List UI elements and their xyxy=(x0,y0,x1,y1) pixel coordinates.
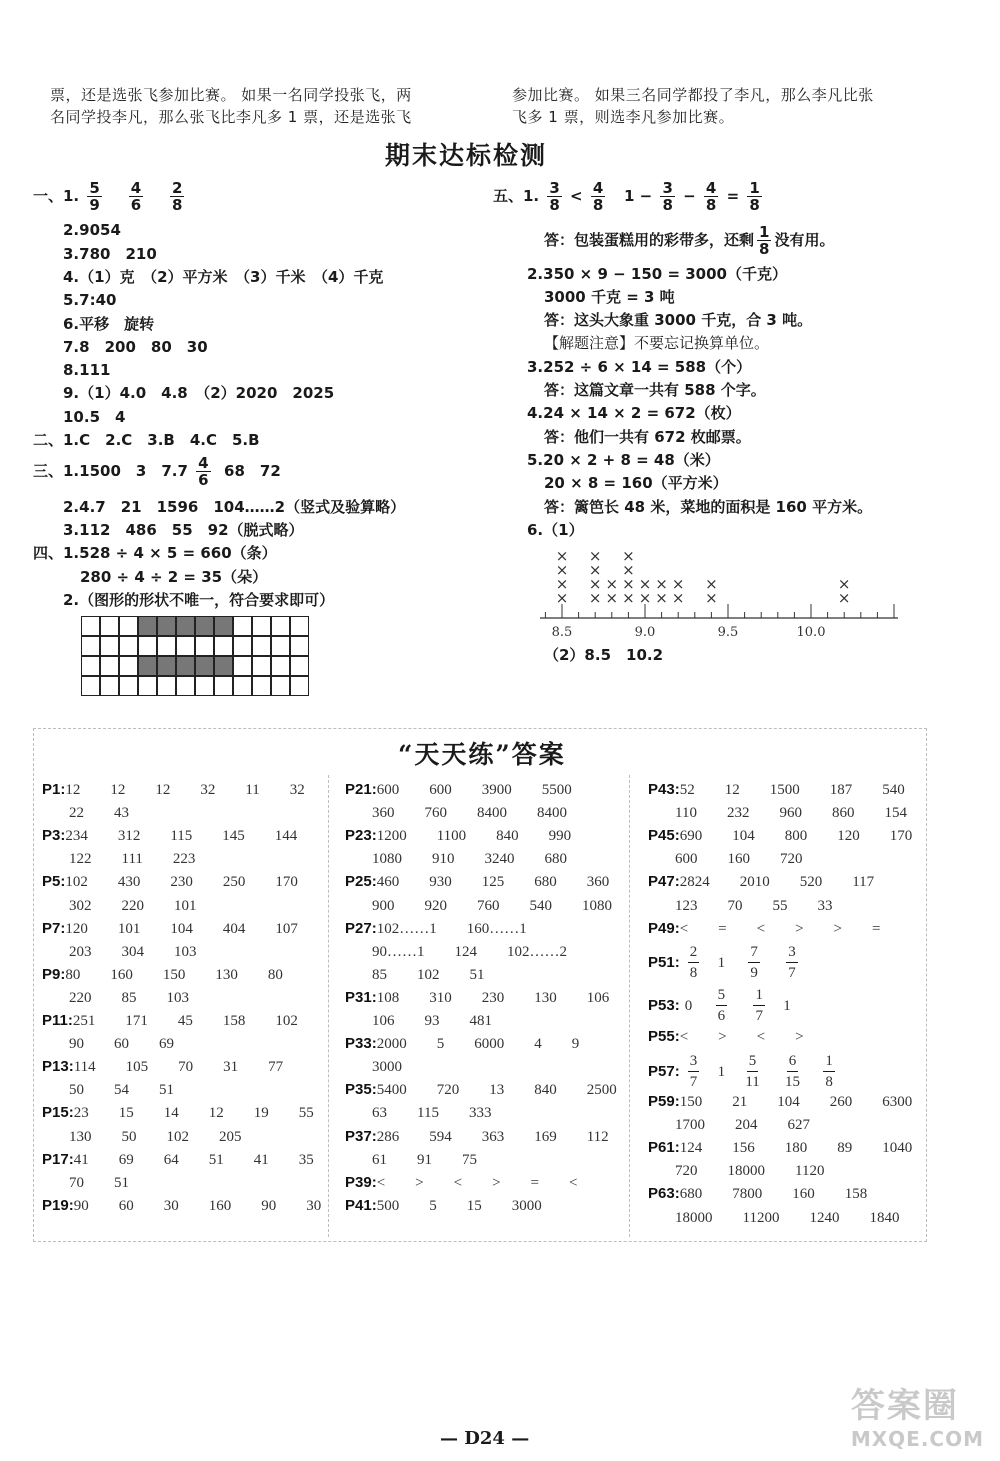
daily-row: P25:460 930 125 680 360 xyxy=(345,873,610,891)
grid-cell xyxy=(233,656,252,676)
grid-cell xyxy=(233,636,252,656)
page-label: P27 xyxy=(345,919,372,937)
answer-values: 220 85 103 xyxy=(69,989,190,1006)
daily-row xyxy=(345,1010,492,1031)
fraction: $\frac{3}{8}$ xyxy=(662,179,673,214)
answer-values: 50 54 51 xyxy=(69,1082,175,1099)
answer-values: 1200 1100 840 990 xyxy=(376,828,572,845)
axis-label: 10.0 xyxy=(796,625,826,640)
grid-cell xyxy=(81,616,100,636)
answer-s5-q4: 4.24 × 14 × 2 = 672（枚） xyxy=(527,404,741,422)
page-label: P35 xyxy=(345,1081,372,1099)
answer-s4-q1: 四、1.528 ÷ 4 × 5 = 660（条） xyxy=(33,544,277,562)
page-label: P47 xyxy=(648,873,675,891)
answer-values: 600 160 720 xyxy=(675,851,803,868)
daily-row xyxy=(42,1172,129,1193)
grid-cell xyxy=(290,676,309,696)
fraction: $\frac{3}{7}$ xyxy=(689,1053,698,1090)
top-left-line-2: 名同学投李凡，那么张飞比李凡多 1 票，还是选张飞 xyxy=(50,108,412,126)
page-label: P41 xyxy=(345,1196,372,1214)
daily-row-p57: P57: $\frac{3}{7}$ 1 $\frac{5}{11}$ $\frac{6}{15}$ $\frac{1}{8}$ xyxy=(648,1053,833,1090)
answer-values: 102……1 160……1 xyxy=(376,920,527,937)
page-label: P5 xyxy=(42,873,61,891)
axis-label: 8.5 xyxy=(551,625,573,640)
grid-cell xyxy=(214,616,233,636)
grid-cell xyxy=(195,676,214,696)
answer-values: 234 312 115 145 144 xyxy=(65,828,298,845)
fraction: $\frac{4}{8}$ xyxy=(592,179,604,214)
plot-mark: × xyxy=(671,589,685,607)
plot-mark: × xyxy=(837,575,851,593)
daily-row xyxy=(42,1079,174,1100)
daily-row: P13:114 105 70 31 77 xyxy=(42,1058,284,1076)
answer-s5-q6: 6.（1） xyxy=(527,521,584,539)
answer-values: 5400 720 13 840 2500 xyxy=(376,1082,617,1099)
answer-values: 203 304 103 xyxy=(69,943,197,960)
grid-cell xyxy=(271,636,290,656)
daily-row: P15:23 15 14 12 19 55 xyxy=(42,1104,314,1122)
daily-row xyxy=(648,1114,810,1135)
answer-values: 110 232 960 860 154 xyxy=(675,805,907,822)
grid-cell xyxy=(233,676,252,696)
grid-cell xyxy=(176,636,195,656)
top-right-line-2: 飞多 1 票，则选李凡参加比赛。 xyxy=(512,108,735,126)
daily-row: P35:5400 720 13 840 2500 xyxy=(345,1081,617,1099)
answer-values: 114 105 70 31 77 xyxy=(73,1059,284,1076)
grid-cell xyxy=(157,676,176,696)
answer-values: 500 5 15 3000 xyxy=(376,1197,542,1214)
answer-values: 1080 910 3240 680 xyxy=(372,851,568,868)
plot-mark: × xyxy=(622,589,635,607)
daily-row: P63:680 7800 160 158 xyxy=(648,1185,868,1203)
daily-row xyxy=(42,941,197,962)
answer-values: 108 310 230 130 106 xyxy=(376,989,610,1006)
top-right-line-1: 参加比赛。 如果三名同学都投了李凡，那么李凡比张 xyxy=(512,86,874,104)
fraction: $\frac{5}{11}$ xyxy=(745,1053,760,1090)
daily-row xyxy=(345,895,612,916)
grid-cell xyxy=(157,656,176,676)
daily-row: P39:< > < > = < xyxy=(345,1173,578,1191)
daily-row xyxy=(42,895,197,916)
line-plot xyxy=(540,540,910,645)
page-label: P33 xyxy=(345,1035,372,1053)
grid-cell xyxy=(100,616,119,636)
answer-values: 70 51 xyxy=(69,1174,130,1191)
page-label: P3 xyxy=(42,827,61,845)
shape-grid xyxy=(81,616,309,696)
answer-s5-a3: 答：这篇文章一共有 588 个字。 xyxy=(544,381,766,399)
daily-row-p51: P51: $\frac{2}{8}$ 1 $\frac{7}{9}$ $\frac{3}{7}$ xyxy=(648,944,796,981)
grid-cell xyxy=(119,676,138,696)
plot-mark: × xyxy=(605,589,619,607)
answer-values: 150 21 104 260 6300 xyxy=(679,1094,913,1110)
answer-s1-q1 xyxy=(33,180,187,213)
column-divider xyxy=(328,775,329,1237)
plot-mark: × xyxy=(671,575,685,593)
grid-cell xyxy=(214,656,233,676)
answer-values: 102 430 230 250 170 xyxy=(65,874,298,891)
answer-values: 2000 5 6000 4 9 xyxy=(376,1036,580,1053)
grid-cell xyxy=(138,616,157,636)
grid-cell xyxy=(290,636,309,656)
daily-row xyxy=(345,848,567,869)
plot-mark: × xyxy=(655,589,668,607)
answer-values: 2824 2010 520 117 xyxy=(679,874,875,891)
grid-cell xyxy=(252,656,271,676)
answer-s5-note: 【解题注意】不要忘记换算单位。 xyxy=(544,334,770,352)
daily-row-p55: P55:< > < > xyxy=(648,1028,804,1045)
answer-s4-q1b: 280 ÷ 4 ÷ 2 = 35（朵） xyxy=(80,568,268,586)
grid-cell xyxy=(81,636,100,656)
page-label: P39 xyxy=(345,1173,372,1191)
fraction: $\frac{3}{8}$ xyxy=(549,179,560,214)
page-label: P31 xyxy=(345,988,372,1006)
plot-mark: × xyxy=(655,575,668,593)
answer-s1-q5: 5.7:40 xyxy=(63,291,117,309)
fraction: $\frac{1}{8}$ xyxy=(825,1053,833,1090)
answer-values: 23 15 14 12 19 55 xyxy=(73,1105,314,1122)
answer-values: 90……1 124 102……2 xyxy=(372,943,568,960)
plot-mark: × xyxy=(588,561,602,579)
answer-values: 123 70 55 33 xyxy=(675,897,833,914)
answer-values: 124 156 180 89 1040 xyxy=(679,1140,913,1157)
grid-cell xyxy=(176,656,195,676)
answer-s5-q2b: 3000 千克 = 3 吨 xyxy=(544,288,675,306)
daily-row: P3:234 312 115 145 144 xyxy=(42,827,298,845)
page-label: P23 xyxy=(345,827,372,845)
answer-values: 90 60 30 160 90 30 xyxy=(73,1197,322,1214)
daily-row: P5:102 430 230 250 170 xyxy=(42,873,298,891)
answer-s3-q3: 3.112 486 55 92（脱式略） xyxy=(63,521,304,539)
answer-s5-q5: 5.20 × 2 + 8 = 48（米） xyxy=(527,451,720,469)
page-label: P59 xyxy=(648,1093,675,1110)
answer-s3-q2: 2.4.7 21 1596 104……2（竖式及验算略） xyxy=(63,498,406,516)
daily-row xyxy=(42,802,129,823)
answer-values: 61 91 75 xyxy=(372,1151,478,1168)
page-label: P61 xyxy=(648,1139,675,1157)
daily-row xyxy=(345,1102,491,1123)
axis-label: 9.0 xyxy=(634,625,656,640)
answer-values: 63 115 333 xyxy=(372,1105,492,1122)
answer-values: 122 111 223 xyxy=(69,851,196,868)
fraction: $\frac{1}{8}$ xyxy=(749,179,760,214)
answer-values: 900 920 760 540 1080 xyxy=(372,897,613,914)
answer-values: 106 93 481 xyxy=(372,1013,493,1029)
plot-mark: × xyxy=(605,575,619,593)
daily-row: P61:124 156 180 89 1040 xyxy=(648,1139,913,1157)
answer-values: < = < > > = xyxy=(679,920,881,937)
fraction: $\frac{1}{7}$ xyxy=(755,987,763,1024)
grid-cell xyxy=(138,656,157,676)
answer-s5-a2: 答：这头大象重 3000 千克，合 3 吨。 xyxy=(544,311,813,329)
daily-row xyxy=(42,987,189,1008)
answer-values: 286 594 363 169 112 xyxy=(376,1128,609,1145)
page-label: P19 xyxy=(42,1196,69,1214)
fraction: $\frac{2}{8}$ xyxy=(172,179,183,214)
fraction: $\frac{2}{8}$ xyxy=(689,944,698,981)
daily-row: P47:2824 2010 520 117 xyxy=(648,873,875,891)
plot-mark: × xyxy=(555,561,569,579)
daily-row: P1:12 12 12 32 11 32 xyxy=(42,781,305,798)
answer-values: 52 12 1500 187 540 xyxy=(679,782,905,798)
daily-row: P23:1200 1100 840 990 xyxy=(345,827,572,845)
grid-cell xyxy=(271,616,290,636)
answer-s1-q7: 7.8 200 80 30 xyxy=(63,338,208,356)
plot-mark: × xyxy=(638,589,652,607)
grid-cell xyxy=(119,636,138,656)
grid-cell xyxy=(138,636,157,656)
fraction: $\frac{3}{7}$ xyxy=(788,944,796,981)
answer-values: 18000 11200 1240 1840 xyxy=(675,1209,900,1226)
answer-s5-q3: 3.252 ÷ 6 × 14 = 588（个） xyxy=(527,358,752,376)
daily-row xyxy=(345,802,567,823)
grid-cell xyxy=(100,656,119,676)
fraction: $\frac{4}{8}$ xyxy=(705,179,717,214)
page-label: P17 xyxy=(42,1150,69,1168)
answer-values: 1700 204 627 xyxy=(675,1117,811,1134)
grid-cell xyxy=(271,676,290,696)
daily-row xyxy=(648,1160,824,1181)
answer-values: 690 104 800 120 170 xyxy=(679,828,913,845)
daily-row: P11:251 171 45 158 102 xyxy=(42,1012,298,1029)
daily-row: P17:41 69 64 51 41 35 xyxy=(42,1150,314,1168)
answer-s5-a5: 答：篱笆长 48 米，菜地的面积是 160 平方米。 xyxy=(544,498,873,516)
page-label: P15 xyxy=(42,1104,69,1122)
answer-s1-q2: 2.9054 xyxy=(63,221,121,239)
answer-s2: 二、1.C 2.C 3.B 4.C 5.B xyxy=(33,431,260,449)
grid-cell xyxy=(214,676,233,696)
answer-values: 85 102 51 xyxy=(372,966,485,983)
answer-s5-q5b: 20 × 8 = 160（平方米） xyxy=(544,474,728,492)
plot-mark: × xyxy=(588,575,602,593)
daily-row: P33:2000 5 6000 4 9 xyxy=(345,1035,580,1053)
s1-prefix: 一、1. xyxy=(33,187,80,205)
daily-row xyxy=(648,1207,899,1228)
daily-row: P49:< = < > > = xyxy=(648,919,881,937)
answer-values: 130 50 102 205 xyxy=(69,1128,242,1145)
daily-row xyxy=(648,802,907,823)
section-title: 期末达标检测 xyxy=(385,141,548,170)
answer-values: 120 101 104 404 107 xyxy=(65,920,298,937)
grid-cell xyxy=(176,676,195,696)
daily-row xyxy=(345,1056,402,1077)
daily-row xyxy=(42,848,195,869)
page-label: P49 xyxy=(648,919,675,937)
daily-practice-title: “天天练”答案 xyxy=(398,740,566,769)
daily-row xyxy=(345,964,485,985)
answer-values: 600 600 3900 5500 xyxy=(376,782,572,798)
answer-s5-q2: 2.350 × 9 − 150 = 3000（千克） xyxy=(527,265,787,283)
answer-s1-q3: 3.780 210 xyxy=(63,245,157,263)
daily-row-p53: P53: 0 $\frac{5}{6}$ $\frac{1}{7}$ 1 xyxy=(648,987,791,1024)
daily-row xyxy=(345,941,567,962)
page-label: P43 xyxy=(648,781,675,798)
page-label: P7 xyxy=(42,919,61,937)
answer-s5-a4: 答：他们一共有 672 枚邮票。 xyxy=(544,428,751,446)
grid-cell xyxy=(157,616,176,636)
fraction: $\frac{5}{9}$ xyxy=(89,179,100,214)
answer-values: 22 43 xyxy=(69,805,130,822)
answer-values: 90 60 69 xyxy=(69,1036,175,1053)
daily-row: P21:600 600 3900 5500 xyxy=(345,781,572,798)
grid-cell xyxy=(214,636,233,656)
plot-mark: × xyxy=(622,575,635,593)
answer-values: 460 930 125 680 360 xyxy=(376,874,610,891)
plot-mark: × xyxy=(555,589,569,607)
grid-cell xyxy=(100,636,119,656)
answer-s1-q8: 8.111 xyxy=(63,361,111,379)
fraction: $\frac{7}{9}$ xyxy=(750,944,758,981)
answer-values: 3000 xyxy=(372,1059,402,1076)
plot-mark: × xyxy=(555,547,569,565)
fraction: $\frac{5}{6}$ xyxy=(717,987,726,1024)
daily-row xyxy=(648,895,833,916)
daily-row: P31:108 310 230 130 106 xyxy=(345,988,610,1006)
fraction: $\frac{4}{6}$ xyxy=(198,454,209,489)
answer-s1-q6: 6.平移 旋转 xyxy=(63,315,155,333)
plot-mark: × xyxy=(622,547,635,565)
answer-s1-q10: 10.5 4 xyxy=(63,408,126,426)
grid-cell xyxy=(100,676,119,696)
grid-cell xyxy=(176,616,195,636)
grid-cell xyxy=(252,636,271,656)
answer-values: < > < > = < xyxy=(376,1174,578,1191)
daily-row: P37:286 594 363 169 112 xyxy=(345,1127,609,1145)
plot-mark: × xyxy=(837,589,851,607)
answer-s5-q6-2: （2）8.5 10.2 xyxy=(544,646,664,664)
grid-cell xyxy=(252,616,271,636)
answer-values: 41 69 64 51 41 35 xyxy=(73,1151,314,1168)
daily-row: P43:52 12 1500 187 540 xyxy=(648,781,905,798)
answer-values: 680 7800 160 158 xyxy=(679,1186,868,1203)
daily-row xyxy=(345,1149,477,1170)
answer-values: 302 220 101 xyxy=(69,897,197,914)
page-number: — D24 — xyxy=(440,1428,530,1449)
daily-row xyxy=(42,1126,242,1147)
daily-row: P45:690 104 800 120 170 xyxy=(648,827,913,845)
grid-cell xyxy=(195,616,214,636)
grid-cell xyxy=(195,656,214,676)
grid-cell xyxy=(119,616,138,636)
grid-cell xyxy=(138,676,157,696)
watermark-logo: 答案圈 MXQE.COM xyxy=(850,1386,984,1451)
answer-s4-q2: 2.（图形的形状不唯一，符合要求即可） xyxy=(63,591,335,609)
grid-cell xyxy=(290,616,309,636)
daily-row: P19:90 60 30 160 90 30 xyxy=(42,1196,322,1214)
answer-s1-q4: 4.（1）克 （2）平方米 （3）千米 （4）千克 xyxy=(63,268,384,286)
page-label: P9 xyxy=(42,965,61,983)
plot-mark: × xyxy=(705,575,718,593)
page-label: P25 xyxy=(345,873,372,891)
grid-cell xyxy=(81,656,100,676)
grid-cell xyxy=(233,616,252,636)
axis-label: 9.5 xyxy=(717,625,739,640)
daily-row: P7:120 101 104 404 107 xyxy=(42,919,298,937)
answer-s3-q1: 三、1.1500 3 7.7 $\frac{4}{6}$ 68 72 xyxy=(33,454,281,489)
daily-row: P41:500 5 15 3000 xyxy=(345,1196,542,1214)
answer-values: 720 18000 1120 xyxy=(675,1163,825,1180)
grid-cell xyxy=(195,636,214,656)
page-label: P21 xyxy=(345,781,372,798)
plot-mark: × xyxy=(638,575,652,593)
daily-row: P9:80 160 150 130 80 xyxy=(42,965,283,983)
page-label: P45 xyxy=(648,827,675,845)
plot-mark: × xyxy=(622,561,635,579)
answer-values: 12 12 12 32 11 32 xyxy=(65,782,305,798)
page-label: P63 xyxy=(648,1185,675,1203)
page-label: P11 xyxy=(42,1012,68,1029)
daily-row: P59:150 21 104 260 6300 xyxy=(648,1093,913,1110)
daily-row: P27:102……1 160……1 xyxy=(345,919,527,937)
column-divider xyxy=(629,775,630,1237)
plot-mark: × xyxy=(555,575,569,593)
answer-s1-q9: 9.（1）4.0 4.8 （2）2020 2025 xyxy=(63,384,335,402)
grid-cell xyxy=(81,676,100,696)
answer-s5-a1: 答：包装蛋糕用的彩带多，还剩 $\frac{1}{8}$ 没有用。 xyxy=(544,223,835,258)
grid-cell xyxy=(290,656,309,676)
plot-mark: × xyxy=(705,589,718,607)
grid-cell xyxy=(252,676,271,696)
daily-row xyxy=(648,848,803,869)
grid-cell xyxy=(119,656,138,676)
plot-mark: × xyxy=(588,547,602,565)
page-label: P1 xyxy=(42,781,61,798)
page-label: P37 xyxy=(345,1127,372,1145)
answer-values: 80 160 150 130 80 xyxy=(65,966,283,983)
answer-values: 251 171 45 158 102 xyxy=(72,1013,298,1029)
grid-cell xyxy=(157,636,176,656)
fraction: $\frac{6}{15}$ xyxy=(785,1053,801,1090)
top-left-line-1: 票，还是选张飞参加比赛。 如果一名同学投张飞，两 xyxy=(50,86,412,104)
plot-mark: × xyxy=(588,589,602,607)
fraction: $\frac{1}{8}$ xyxy=(759,223,770,258)
grid-cell xyxy=(271,656,290,676)
answer-values: 360 760 8400 8400 xyxy=(372,805,568,822)
answer-s5-q1: 五、1. $\frac{3}{8}$ < $\frac{4}{8}$ 1 − $\frac{3}{8}$ − $\frac{4}{8}$ = $\frac{1}{8}$ xyxy=(493,179,760,214)
daily-row xyxy=(42,1033,174,1054)
page-label: P13 xyxy=(42,1058,69,1076)
fraction: $\frac{4}{6}$ xyxy=(130,179,142,214)
